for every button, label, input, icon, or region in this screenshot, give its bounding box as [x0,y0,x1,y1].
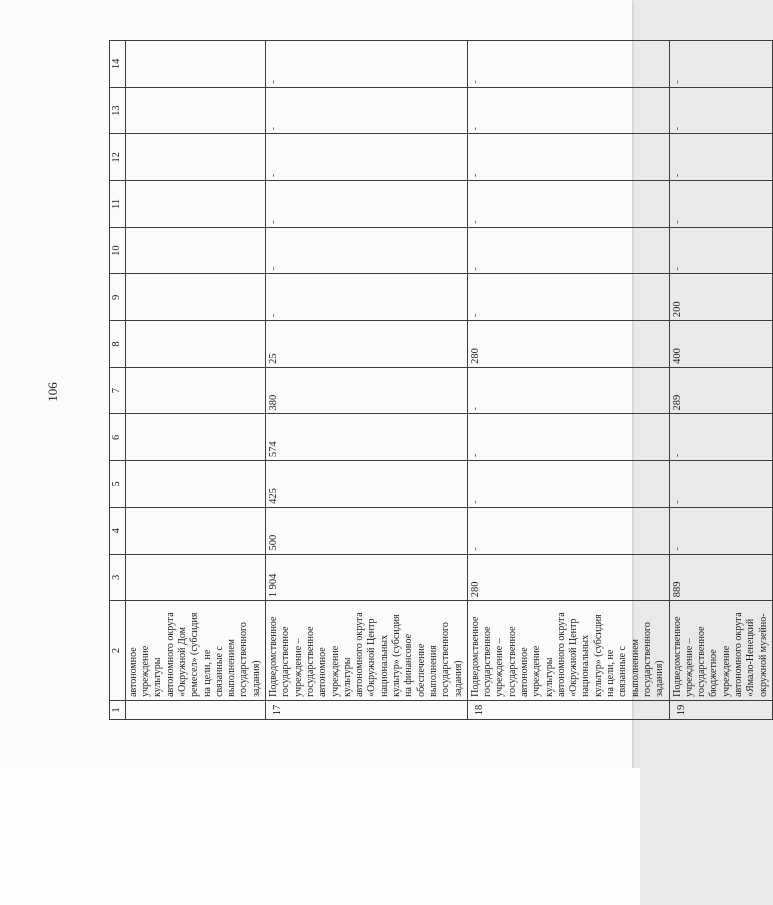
value-cell: 1 904 [266,554,468,601]
column-header: 13 [110,87,126,134]
value-cell: - [266,181,468,228]
value-cell: - [266,134,468,181]
column-header: 11 [110,181,126,228]
value-cell: - [669,414,772,461]
value-cell: - [669,461,772,508]
column-header: 10 [110,227,126,274]
value-cell: - [467,87,669,134]
value-cell: - [669,227,772,274]
value-cell: - [266,87,468,134]
institution-name: Подведомственное государственное учреждение – государственное автономное учреждение культуры автономного округа «Окружной Центр национальных культур» (субсидия на финансовое обеспечение выполнения государственного задания) [266,601,468,701]
institution-name: Подведомственное учреждение – государственное бюджетное учреждение автономного округа «Ямало-Ненецкий окружной музейно- [669,601,772,701]
value-cell [125,507,265,554]
value-cell: - [467,367,669,414]
value-cell [125,461,265,508]
value-cell [125,227,265,274]
table-row [669,41,772,720]
column-header: 2 [110,601,126,701]
value-cell: 400 [669,321,772,368]
value-cell: 889 [669,554,772,601]
budget-table-rotated [109,40,769,720]
row-number [125,700,265,719]
value-cell: 380 [266,367,468,414]
page-number: 106 [44,382,60,402]
value-cell: 289 [669,367,772,414]
value-cell: 280 [467,554,669,601]
value-cell [125,274,265,321]
column-header: 1 [110,700,126,719]
table-row [125,41,265,720]
value-cell [125,41,265,88]
value-cell: 425 [266,461,468,508]
table-row [266,41,468,720]
budget-table [109,40,773,720]
value-cell [125,181,265,228]
value-cell: - [669,41,772,88]
value-cell: - [669,507,772,554]
row-number: 18 [467,700,669,719]
table-row [467,41,669,720]
value-cell: - [467,461,669,508]
column-header: 5 [110,461,126,508]
value-cell: 280 [467,321,669,368]
institution-name: Подведомственное государственное учреждение – государственное автономное учреждение культуры автономного округа «Окружной Центр национальных культур» (субсидия на цели, не связанные с выполнением государственного задания) [467,601,669,701]
value-cell: 500 [266,507,468,554]
column-header: 3 [110,554,126,601]
institution-name: автономное учреждение культуры автономного округа «Окружной Дом ремесел» (субсидия на цели, не связанные с выполнением государственного задания) [125,601,265,701]
row-number: 19 [669,700,772,719]
value-cell: - [467,274,669,321]
value-cell [125,87,265,134]
value-cell: - [266,227,468,274]
value-cell [125,321,265,368]
row-number: 17 [266,700,468,719]
value-cell: - [467,181,669,228]
column-header: 14 [110,41,126,88]
column-header: 6 [110,414,126,461]
value-cell: - [467,134,669,181]
value-cell [125,134,265,181]
budget-table-region [109,40,769,720]
table-header-row [110,41,126,720]
value-cell: - [669,134,772,181]
value-cell: 200 [669,274,772,321]
value-cell: 25 [266,321,468,368]
value-cell: - [266,274,468,321]
column-header: 7 [110,367,126,414]
value-cell [125,414,265,461]
value-cell: - [467,507,669,554]
value-cell [125,367,265,414]
value-cell: - [467,227,669,274]
value-cell: - [669,181,772,228]
value-cell [125,554,265,601]
column-header: 12 [110,134,126,181]
value-cell: - [669,87,772,134]
blank-area-below-scan [0,768,640,905]
value-cell: 574 [266,414,468,461]
column-header: 8 [110,321,126,368]
column-header: 4 [110,507,126,554]
column-header: 9 [110,274,126,321]
value-cell: - [467,41,669,88]
value-cell: - [467,414,669,461]
value-cell: - [266,41,468,88]
